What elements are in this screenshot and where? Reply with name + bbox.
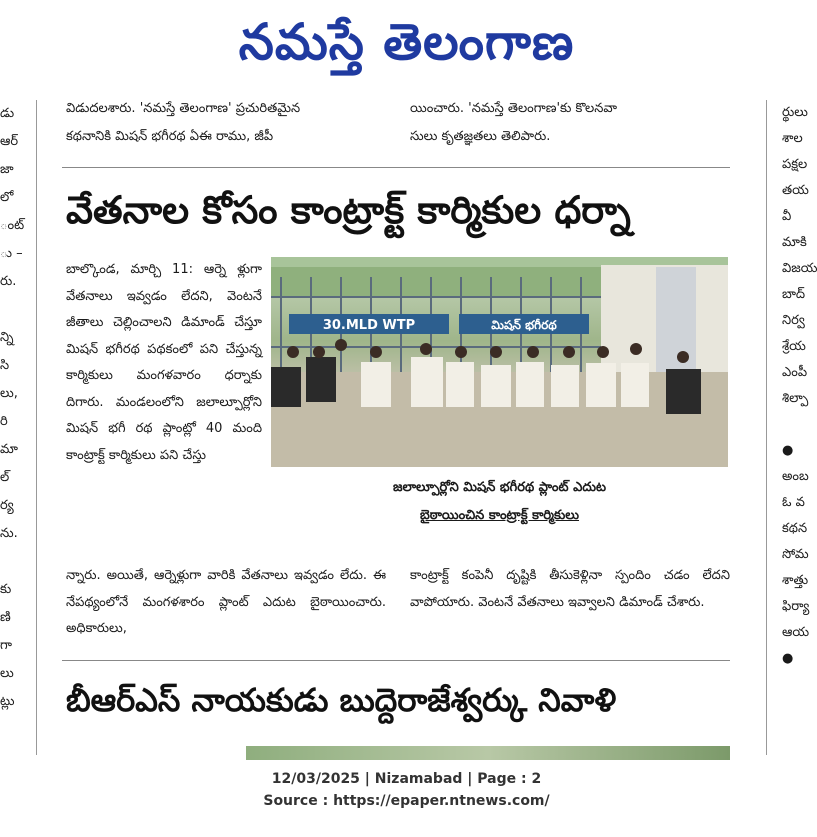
text-line: కథనానికి మిషన్ భగీరథ ఏఈ రాము, జీపీ <box>66 129 274 144</box>
column-fragment-line: లో <box>0 190 14 205</box>
column-fragment-line: ర్య <box>0 498 14 513</box>
column-fragment-line: ఆర్ <box>0 134 19 149</box>
column-fragment-line <box>782 412 813 438</box>
column-fragment-line: సి <box>0 358 10 373</box>
footer <box>0 768 813 812</box>
column-divider-left <box>36 100 37 755</box>
text-line: సులు కృతజ్ఞతలు తెలిపారు. <box>410 129 551 144</box>
column-fragment-line: శాల <box>782 131 803 146</box>
column-fragment-line: రు. <box>0 274 17 289</box>
column-fragment-line: పక్షల <box>782 157 808 172</box>
column-fragment-line: శాత్తు <box>782 573 809 588</box>
article-headline: వేతనాల కోసం కాంట్రాక్ట్ కార్మికుల ధర్నా <box>66 188 631 232</box>
second-headline: బీఆర్ఎస్ నాయకుడు బుద్దెరాజేశ్వర్కు నివాళి <box>66 681 617 719</box>
column-fragment-line <box>0 548 20 576</box>
column-fragment-line: మా <box>0 442 18 457</box>
column-fragment-line: వీ <box>782 209 792 224</box>
masthead-title: నమస్తే తెలంగాణ <box>238 11 575 71</box>
right-column-fragment <box>782 100 817 760</box>
column-fragment-line: ంట్ <box>0 218 25 233</box>
article-body-left: బాల్కొండ, మార్చి 11: ఆర్నె ళ్లుగా వేతనాలు ఇవ్వడం లేదని, వెంటనే జీతాలు చెల్లించాలని డిమాండ్ చేస్తూ మిషన్ భగీరథ పథకంలో పని చేస్తున్న కార్మికులు మంగళవారం ధర్నాకు దిగారు. మండలంలోని జలాల్పూర్లోని మిషన్ భగీ రథ ప్లాంట్లో 40 మంది కాంట్రాక్ట్ కార్మికులు పని చేస్తు <box>66 262 262 463</box>
column-fragment-line: జా <box>0 162 14 177</box>
column-fragment-line: విజయ <box>782 261 817 276</box>
caption-line: బైఠాయించిన కాంట్రాక్ట్ కార్మికులు <box>419 508 580 523</box>
column-fragment-line: ఓ వ <box>782 495 805 510</box>
protest-photo-illustration <box>271 257 728 467</box>
photo-caption <box>271 474 728 530</box>
photo-banner-text: 30.MLD WTP <box>322 318 416 333</box>
footer-source: Source : https://epaper.ntnews.com/ <box>263 793 550 809</box>
column-fragment-line: గా <box>0 638 12 653</box>
column-fragment-line: ● <box>782 443 794 458</box>
column-fragment-line: ణి <box>0 610 11 625</box>
section-rule <box>62 660 730 661</box>
article-photo <box>271 257 728 467</box>
column-fragment-line: లు, <box>0 386 18 401</box>
column-fragment-line: నిర్వ <box>782 313 805 328</box>
photo-banner-text-telugu: మిషన్ భగీరథ <box>491 318 557 332</box>
column-fragment-line: ను. <box>0 526 18 541</box>
column-fragment-line: శ్రేయ <box>782 339 806 354</box>
section-rule <box>62 167 730 168</box>
column-divider-right <box>766 100 767 755</box>
column-fragment-line: లు <box>0 666 14 681</box>
column-fragment-line: ఎంపీ <box>782 365 808 380</box>
column-fragment-line: ట్లు <box>0 694 15 709</box>
column-fragment-line: సోమ <box>782 547 809 562</box>
column-fragment-line: కథన <box>782 521 808 536</box>
next-article-photo-strip <box>246 746 730 760</box>
column-fragment-line: న్ని <box>0 330 14 345</box>
text-line: విడుదలశారు. 'నమస్తే తెలంగాణ' ప్రచురితమైన <box>66 101 301 116</box>
masthead <box>0 0 813 95</box>
column-fragment-line: ు – <box>0 246 23 261</box>
column-fragment-line: డు <box>0 106 15 121</box>
article-body-bottom-right: కాంట్రాక్ట్ కంపెనీ దృష్టికి తీసుకెళ్లినా స్పందిం చడం లేదని వాపోయారు. వెంటనే వేతనాలు ఇవ్వాలని డిమాండ్ చేశారు. <box>410 568 730 610</box>
column-fragment-line: శిల్పా <box>782 391 809 406</box>
column-fragment-line: తయ <box>782 183 809 198</box>
left-column-fragment <box>0 100 25 760</box>
column-fragment-line: మాకి <box>782 235 807 250</box>
caption-line: జలాల్పూర్లోని మిషన్ భగీరథ ప్లాంట్ ఎదుట <box>392 480 607 495</box>
column-fragment-line: బాద్ <box>782 287 806 302</box>
article-body-bottom-left: న్నారు. అయితే, ఆర్నెళ్లుగా వారికి వేతనాలు ఇవ్వడం లేదు. ఈ నేపథ్యంలోనే మంగళశారం ప్లాంట్ ఎదుట బైఠాయించారు. అధికారులు, <box>66 568 386 636</box>
previous-article-tail-right <box>410 95 730 151</box>
column-fragment-line: ఫిర్యా <box>782 599 810 614</box>
column-fragment-line: అంబ <box>782 469 809 484</box>
column-fragment-line: ల్ <box>0 470 10 485</box>
text-line: యించారు. 'నమస్తే తెలంగాణ'కు కొలనవా <box>410 101 618 116</box>
column-fragment-line: ఆయ <box>782 625 810 640</box>
column-fragment-line: రి <box>0 414 8 429</box>
column-fragment-line: ర్థులు <box>782 105 808 120</box>
column-fragment-line <box>0 296 20 324</box>
footer-date-edition: 12/03/2025 | Nizamabad | Page : 2 <box>271 771 542 787</box>
previous-article-tail-left <box>66 95 396 151</box>
column-fragment-line: ● <box>782 651 794 666</box>
column-fragment-line: కు <box>0 582 12 597</box>
